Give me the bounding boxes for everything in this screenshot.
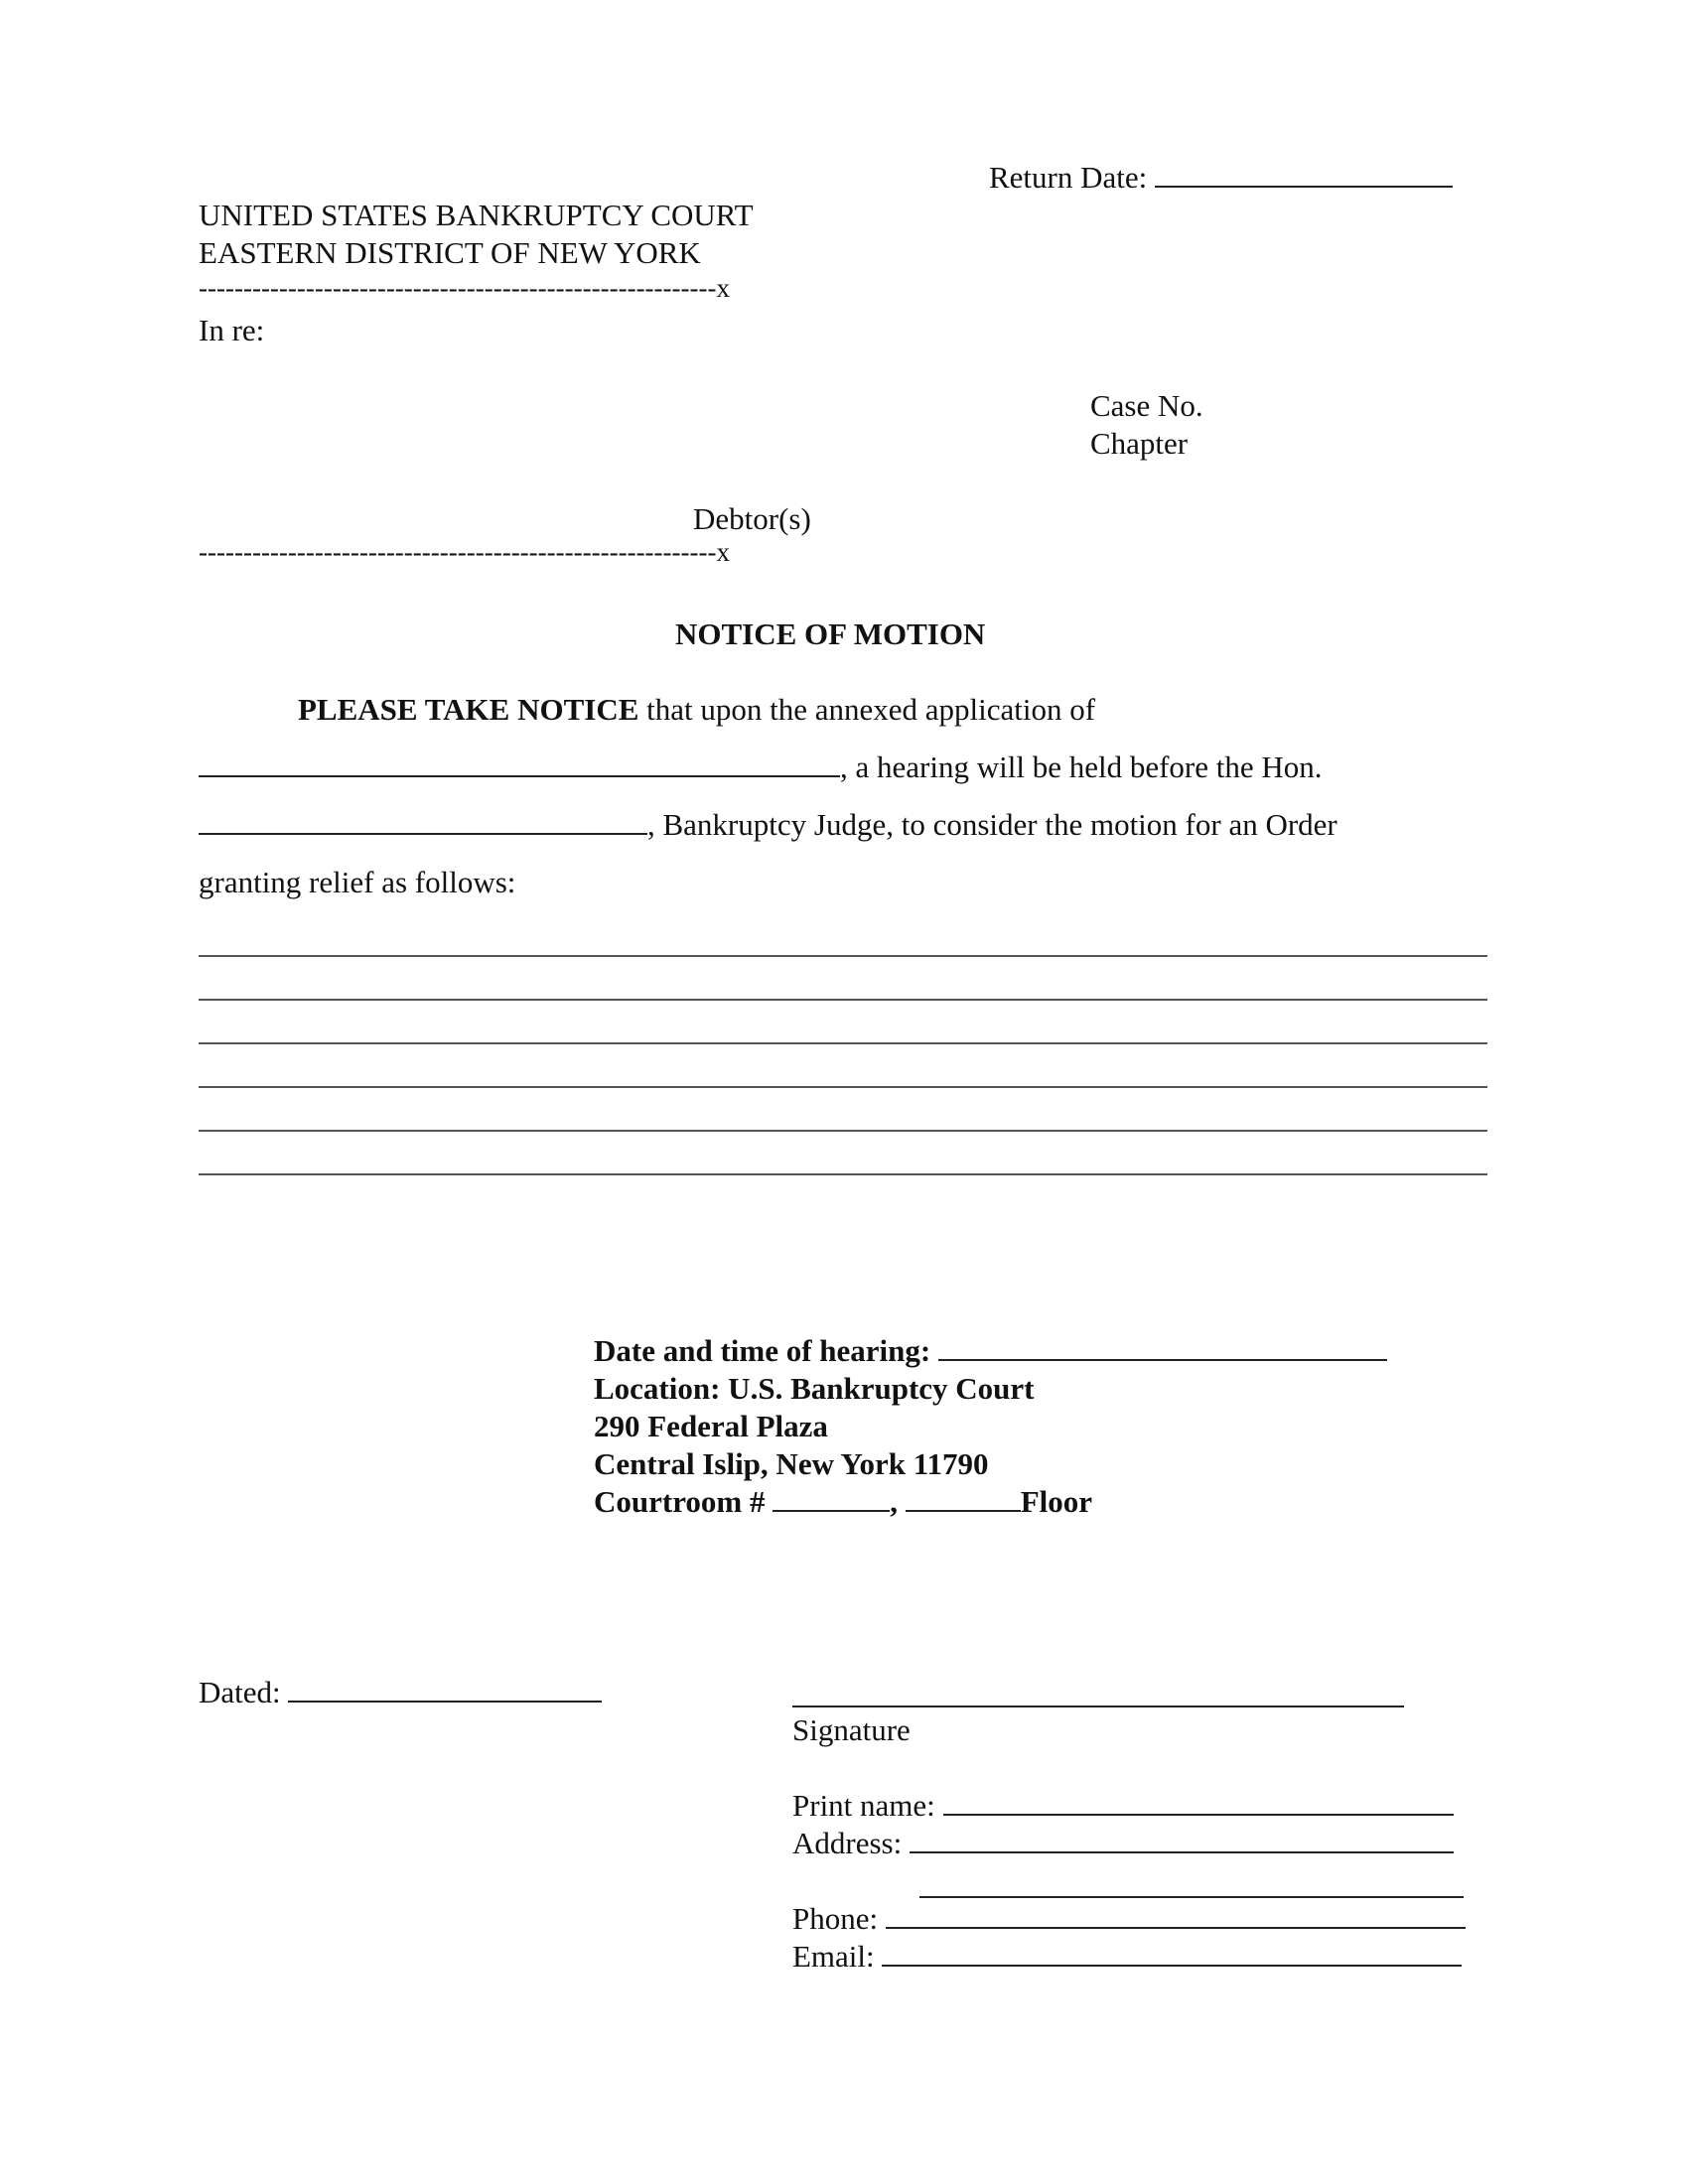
signature-label: Signature [792,1712,911,1747]
court-name: UNITED STATES BANKRUPTCY COURT [199,198,754,232]
print-name-row [792,1787,1454,1826]
phone-field[interactable] [886,1926,1466,1929]
body-line-2 [199,749,1323,787]
hearing-location: Location: U.S. Bankruptcy Court [594,1371,1035,1406]
address-line-2[interactable] [919,1896,1464,1898]
please-take-notice: PLEASE TAKE NOTICE [298,692,639,727]
dated-row [199,1674,602,1712]
address-label: Address: [792,1826,903,1860]
print-name-label: Print name: [792,1788,935,1823]
courtroom-label: Courtroom # [594,1484,766,1519]
phone-label: Phone: [792,1901,879,1936]
body-line-3 [199,806,1337,845]
separator-top: ----------------------------------------------------------x [199,273,730,303]
relief-line[interactable] [199,1173,1487,1175]
courtroom-number-field[interactable] [773,1509,890,1512]
signature-line[interactable] [792,1706,1404,1707]
hearing-street: 290 Federal Plaza [594,1409,828,1443]
phone-row [792,1900,1466,1939]
address-field[interactable] [910,1850,1454,1853]
separator-bottom: ----------------------------------------------------------x [199,537,730,567]
in-re-label: In re: [199,313,265,347]
return-date-label: Return Date: [989,160,1148,195]
relief-line[interactable] [199,1086,1487,1088]
body-line-3-text: , Bankruptcy Judge, to consider the motion for an Order [647,807,1337,842]
relief-line[interactable] [199,1130,1487,1132]
body-line-2-text: , a hearing will be held before the Hon. [840,750,1323,784]
print-name-field[interactable] [943,1813,1454,1816]
courtroom-comma: , [890,1484,898,1519]
address-row [792,1825,1454,1863]
relief-line[interactable] [199,1042,1487,1044]
applicant-field[interactable] [199,774,840,777]
hearing-date-label: Date and time of hearing: [594,1333,931,1368]
debtors-label: Debtor(s) [693,501,811,536]
dated-field[interactable] [288,1700,602,1703]
case-no-label: Case No. [1090,388,1203,423]
dated-label: Dated: [199,1675,281,1709]
return-date-row [989,159,1453,198]
email-field[interactable] [882,1964,1462,1967]
body-line-1 [298,691,1095,730]
judge-name-field[interactable] [199,832,647,835]
floor-number-field[interactable] [906,1509,1021,1512]
email-label: Email: [792,1939,875,1974]
body-line-1-text: that upon the annexed application of [646,692,1096,727]
relief-line[interactable] [199,955,1487,957]
district-name: EASTERN DISTRICT OF NEW YORK [199,235,701,270]
email-row [792,1938,1462,1977]
relief-line[interactable] [199,999,1487,1001]
hearing-date-row [594,1332,1387,1371]
document-title: NOTICE OF MOTION [675,616,986,651]
return-date-field[interactable] [1155,185,1453,188]
courtroom-row [594,1483,1092,1522]
hearing-city: Central Islip, New York 11790 [594,1446,989,1481]
hearing-date-field[interactable] [938,1358,1387,1361]
body-line-4: granting relief as follows: [199,865,516,899]
chapter-label: Chapter [1090,426,1189,461]
floor-label: Floor [1020,1484,1093,1519]
